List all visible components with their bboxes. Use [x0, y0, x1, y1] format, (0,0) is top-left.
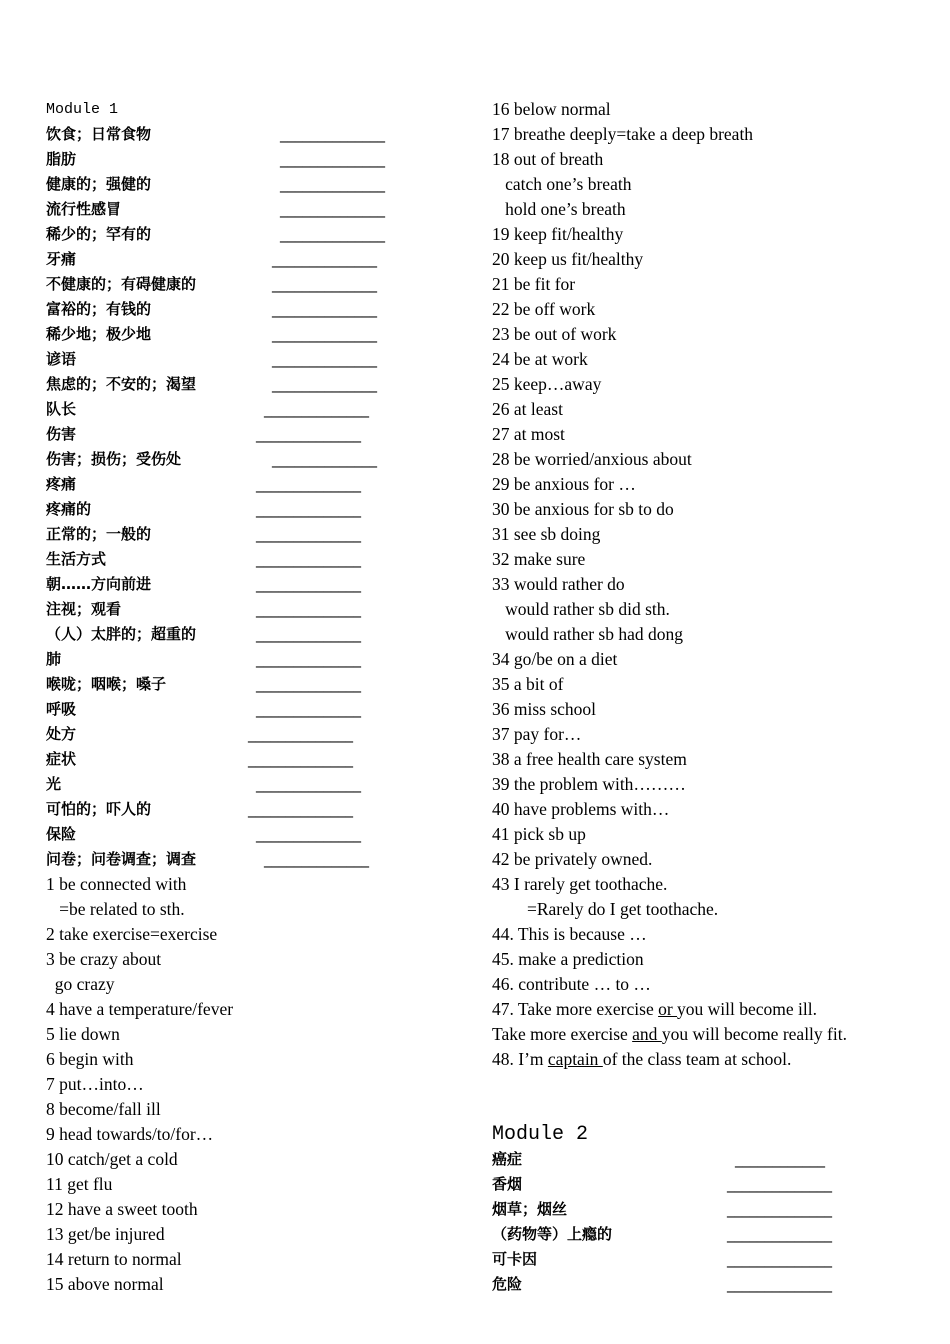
vocab-row [46, 747, 466, 772]
phrase-item: 7 put…into… [46, 1074, 144, 1094]
phrase-item: 4 have a temperature/fever [46, 999, 234, 1019]
phrase-item: would rather sb did sth. [492, 599, 670, 619]
module-2-vocab-list [492, 1147, 932, 1297]
module-1-phrase-list-right [492, 97, 932, 997]
vocab-term: 流行性感冒 [46, 200, 122, 218]
vocab-term: 健康的；强健的 [46, 175, 152, 193]
phrase-item: 44. This is because … [492, 924, 647, 944]
phrase-item: =Rarely do I get toothache. [492, 899, 719, 919]
phrase-item: 2 take exercise=exercise [46, 924, 218, 944]
phrase-item: 26 at least [492, 399, 563, 419]
phrase-item: 3 be crazy about [46, 949, 162, 969]
phrase-item: 36 miss school [492, 699, 597, 719]
phrase-item: 33 would rather do [492, 574, 625, 594]
phrase-item: 28 be worried/anxious about [492, 449, 692, 469]
left-column [46, 97, 466, 1297]
phrase-item: 38 a free health care system [492, 749, 687, 769]
vocab-term: 脂肪 [46, 150, 77, 168]
phrase-item: =be related to sth. [46, 899, 185, 919]
answer-blank[interactable]: ______________ [280, 125, 385, 143]
vocab-term: 可怕的；吓人的 [46, 800, 152, 818]
answer-blank[interactable]: ______________ [256, 475, 361, 493]
phrase-item: 12 have a sweet tooth [46, 1199, 198, 1219]
module-1-title: Module 1 [46, 101, 119, 118]
answer-blank[interactable]: ______________ [280, 200, 385, 218]
answer-blank[interactable]: ______________ [272, 250, 377, 268]
answer-blank[interactable]: ______________ [272, 350, 377, 368]
vocab-term: 队长 [46, 400, 77, 418]
vocab-row [46, 547, 466, 572]
vocab-row [46, 672, 466, 697]
vocab-row [492, 1172, 932, 1197]
vocab-row [46, 472, 466, 497]
phrase-item: 30 be anxious for sb to do [492, 499, 674, 519]
vocab-row [46, 822, 466, 847]
vocab-term: 呼吸 [46, 700, 77, 718]
phrase-item: 15 above normal [46, 1274, 164, 1294]
answer-blank[interactable]: ______________ [272, 450, 377, 468]
vocab-term: 癌症 [492, 1150, 523, 1168]
phrase-item: 10 catch/get a cold [46, 1149, 178, 1169]
answer-blank[interactable]: ______________ [264, 850, 369, 868]
vocab-term: 伤害 [46, 425, 77, 443]
vocab-term: 谚语 [46, 350, 77, 368]
phrase-item: hold one’s breath [492, 199, 626, 219]
vocab-row [46, 622, 466, 647]
phrase-item: 14 return to normal [46, 1249, 182, 1269]
phrase-item: 24 be at work [492, 349, 588, 369]
vocab-term: 疼痛的 [46, 500, 92, 518]
vocab-term: 喉咙；咽喉；嗓子 [46, 675, 167, 693]
answer-blank[interactable]: ______________ [256, 700, 361, 718]
phrase-item: 17 breathe deeply=take a deep breath [492, 124, 754, 144]
right-column [492, 97, 932, 1297]
vocab-row [46, 297, 466, 322]
vocab-row [46, 797, 466, 822]
answer-blank[interactable]: ______________ [280, 225, 385, 243]
answer-blank[interactable]: ______________ [256, 650, 361, 668]
vocab-term: 生活方式 [46, 550, 107, 568]
vocab-row [46, 572, 466, 597]
phrase-item: 19 keep fit/healthy [492, 224, 624, 244]
phrase-item: 5 lie down [46, 1024, 120, 1044]
answer-blank[interactable]: ______________ [272, 375, 377, 393]
answer-blank[interactable]: ______________ [264, 400, 369, 418]
answer-blank[interactable]: ____________ [735, 1150, 825, 1168]
answer-blank[interactable]: ______________ [272, 325, 377, 343]
phrase-item: 31 see sb doing [492, 524, 601, 544]
vocab-row [46, 347, 466, 372]
sentence-47b: Take more exercise and you will become really fit. [492, 1024, 847, 1044]
vocab-row [46, 147, 466, 172]
answer-blank[interactable]: ______________ [256, 500, 361, 518]
module-2-title: Module 2 [492, 1123, 589, 1146]
phrase-item: 27 at most [492, 424, 565, 444]
vocab-row [46, 272, 466, 297]
answer-blank[interactable]: ______________ [727, 1225, 832, 1243]
answer-blank[interactable]: ______________ [272, 275, 377, 293]
vocab-row [46, 847, 466, 872]
vocab-term: 富裕的；有钱的 [46, 300, 152, 318]
answer-blank[interactable]: ______________ [248, 750, 353, 768]
phrase-item: 45. make a prediction [492, 949, 644, 969]
answer-blank[interactable]: ______________ [256, 625, 361, 643]
phrase-item: 37 pay for… [492, 724, 582, 744]
vocab-term: 危险 [492, 1275, 523, 1293]
phrase-item: 43 I rarely get toothache. [492, 874, 668, 894]
vocab-term: 问卷；问卷调查；调查 [46, 850, 197, 868]
phrase-item: 1 be connected with [46, 874, 187, 894]
phrase-item: 9 head towards/to/for… [46, 1124, 214, 1144]
phrase-item: 6 begin with [46, 1049, 134, 1069]
vocab-term: 正常的；一般的 [46, 525, 152, 543]
vocab-row [46, 197, 466, 222]
vocab-term: 光 [46, 775, 62, 793]
phrase-item: 20 keep us fit/healthy [492, 249, 644, 269]
phrase-item: 39 the problem with……… [492, 774, 686, 794]
vocab-row [46, 447, 466, 472]
answer-blank[interactable]: ______________ [256, 600, 361, 618]
vocab-term: 不健康的；有碍健康的 [46, 275, 197, 293]
vocab-row [46, 172, 466, 197]
vocab-row [46, 122, 466, 147]
phrase-item: catch one’s breath [492, 174, 632, 194]
vocab-row [46, 422, 466, 447]
vocab-row [46, 772, 466, 797]
answer-blank[interactable]: ______________ [280, 175, 385, 193]
phrase-item: 18 out of breath [492, 149, 604, 169]
vocab-row [46, 497, 466, 522]
phrase-item: would rather sb had dong [492, 624, 684, 644]
vocab-row [46, 372, 466, 397]
module-1-phrase-list-left [46, 872, 466, 1297]
vocab-row [492, 1197, 932, 1222]
phrase-item: 8 become/fall ill [46, 1099, 161, 1119]
phrase-item: 32 make sure [492, 549, 586, 569]
answer-blank[interactable]: ______________ [256, 575, 361, 593]
vocab-term: 可卡因 [492, 1250, 538, 1268]
phrase-item: go crazy [46, 974, 115, 994]
sentence-47: 47. Take more exercise or you will become ill. [492, 999, 818, 1019]
vocab-term: 疼痛 [46, 475, 77, 493]
vocab-term: （人）太胖的；超重的 [46, 625, 197, 643]
vocab-term: 朝……方向前进 [46, 575, 152, 593]
vocab-term: 稀少地；极少地 [46, 325, 152, 343]
vocab-row [492, 1147, 932, 1172]
vocab-term: 焦虑的；不安的；渴望 [46, 375, 197, 393]
vocab-row [492, 1247, 932, 1272]
answer-blank[interactable]: ______________ [727, 1250, 832, 1268]
module-1-vocab-list [46, 122, 466, 872]
vocab-term: 稀少的；罕有的 [46, 225, 152, 243]
answer-blank[interactable]: ______________ [727, 1175, 832, 1193]
vocab-term: 饮食；日常食物 [46, 125, 152, 143]
vocab-term: 香烟 [492, 1175, 523, 1193]
answer-blank[interactable]: ______________ [256, 825, 361, 843]
vocab-term: 牙痛 [46, 250, 77, 268]
phrase-item: 41 pick sb up [492, 824, 586, 844]
vocab-row [46, 247, 466, 272]
phrase-item: 11 get flu [46, 1174, 113, 1194]
vocab-term: （药物等）上瘾的 [492, 1225, 613, 1243]
phrase-item: 21 be fit for [492, 274, 576, 294]
phrase-item: 35 a bit of [492, 674, 564, 694]
vocab-row [46, 722, 466, 747]
answer-blank[interactable]: ______________ [272, 300, 377, 318]
vocab-row [46, 597, 466, 622]
vocab-row [46, 322, 466, 347]
answer-blank[interactable]: ______________ [256, 550, 361, 568]
answer-blank[interactable]: ______________ [727, 1200, 832, 1218]
phrase-item: 34 go/be on a diet [492, 649, 618, 669]
vocab-term: 处方 [46, 725, 77, 743]
vocab-term: 注视；观看 [46, 600, 122, 618]
phrase-item: 42 be privately owned. [492, 849, 653, 869]
vocab-term: 保险 [46, 825, 77, 843]
answer-blank[interactable]: ______________ [727, 1275, 832, 1293]
vocab-row [46, 647, 466, 672]
vocab-term: 烟草；烟丝 [492, 1200, 568, 1218]
vocab-term: 肺 [46, 650, 62, 668]
answer-blank[interactable]: ______________ [248, 800, 353, 818]
vocab-row [46, 697, 466, 722]
answer-blank[interactable]: ______________ [256, 425, 361, 443]
vocab-term: 症状 [46, 750, 77, 768]
phrase-item: 29 be anxious for … [492, 474, 636, 494]
answer-blank[interactable]: ______________ [280, 150, 385, 168]
vocab-term: 伤害；损伤；受伤处 [46, 450, 182, 468]
answer-blank[interactable]: ______________ [256, 525, 361, 543]
phrase-item: 25 keep…away [492, 374, 602, 394]
phrase-item: 40 have problems with… [492, 799, 670, 819]
vocab-row [492, 1222, 932, 1247]
vocab-row [46, 222, 466, 247]
answer-blank[interactable]: ______________ [256, 775, 361, 793]
phrase-item: 46. contribute … to … [492, 974, 651, 994]
vocab-row [46, 397, 466, 422]
phrase-item: 16 below normal [492, 99, 611, 119]
answer-blank[interactable]: ______________ [256, 675, 361, 693]
phrase-item: 13 get/be injured [46, 1224, 165, 1244]
vocab-row [492, 1272, 932, 1297]
vocab-row [46, 522, 466, 547]
sentence-48: 48. I’m captain of the class team at school. [492, 1049, 792, 1069]
phrase-item: 23 be out of work [492, 324, 617, 344]
answer-blank[interactable]: ______________ [248, 725, 353, 743]
phrase-item: 22 be off work [492, 299, 596, 319]
